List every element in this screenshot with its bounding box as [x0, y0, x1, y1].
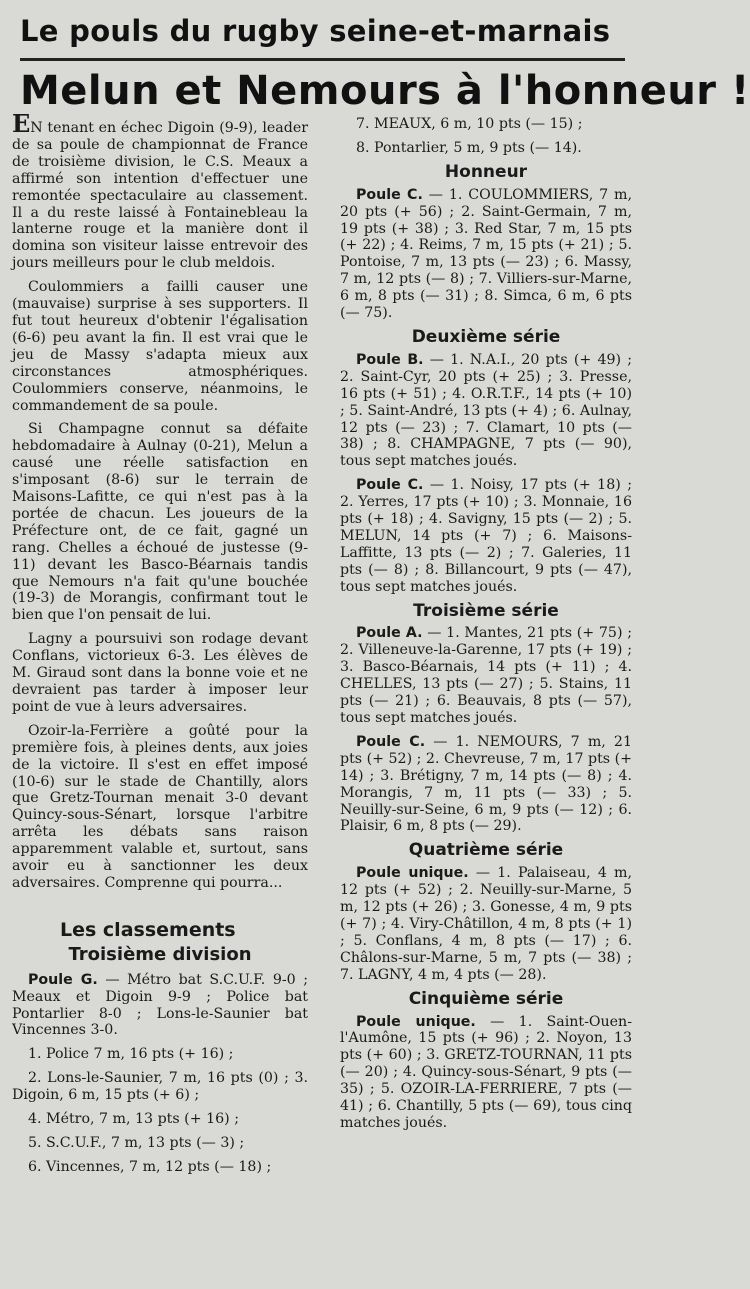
cinquieme-poule-unique: [340, 1014, 632, 1132]
poule-text: — 1. COULOMMIERS, 7 m, 20 pts (+ 56) ; 2. Saint-Germain, 7 m, 19 pts (+ 38) ; 3. Red Star, 7 m, 15 pts (+ 22) ; 4. Reims, 7 m, 15 pts (+ 21) ; 5. Pontoise, 7 m, 13 pts (— 23) ; 6. Massy, 7 m, 12 pts (— 8) ; 7. Villiers-sur-Marne, 6 m, 8 pts (— 31) ; 8. Simca, 6 m, 6 pts (— 75).: [340, 186, 632, 322]
standing-row: 7. MEAUX, 6 m, 10 pts (— 15) ;: [356, 116, 583, 132]
quatrieme-poule-unique: [340, 865, 632, 983]
poule-label: Poule C.: [356, 477, 424, 494]
article-paragraph: Si Champagne connut sa défaite hebdomadaire à Aulnay (0-21), Melun a causé une réelle satisfaction en s'imposant (8-6) sur le terrain de Maisons-Lafitte, ce qui n'est pas à la portée de chacun. Les joueurs de la Préfecture ont, de ce fait, gagné un rang. Chelles a échoué de justesse (9-11) devant les Basco-Béarnais tandis que Nemours n'a fait qu'une bouchée (19-3) de Morangis, confirmant tout le bien que l'on pensait de lui.: [12, 421, 308, 624]
poule-text: — Métro bat S.C.U.F. 9-0 ; Meaux et Digoin 9-9 ; Police bat Pontarlier 8-0 ; Lons-le-Saunier bat Vincennes 3-0.: [12, 971, 308, 1039]
section-title-cinquieme-serie: Cinquième série: [408, 988, 564, 1009]
poule-label: Poule A.: [356, 625, 423, 642]
article-paragraph: EN tenant en échec Digoin (9-9), leader de sa poule de championnat de France de troisième division, le C.S. Meaux a affirmé son intention d'effectuer une remontée spectaculaire au classement. Il a du reste laissé à Fontainebleau la lanterne rouge et la manière dont il domina son visiteur laisse entrevoir des jours meilleurs pour le club meldois.: [12, 109, 308, 272]
poule-label: Poule G.: [28, 971, 98, 988]
poule-text: — 1. Saint-Ouen-l'Aumône, 15 pts (+ 96) ; 2. Noyon, 13 pts (+ 60) ; 3. GRETZ-TOURNAN, 11 pts (— 20) ; 4. Quincy-sous-Sénart, 9 pts (— 35) ; 5. OZOIR-LA-FERRIERE, 7 pts (— 41) ; 6. Chantilly, 5 pts (— 69), tous cinq matches joués.: [340, 1013, 632, 1131]
section-title-deuxieme-serie: Deuxième série: [411, 326, 561, 347]
standing-row: 1. Police 7 m, 16 pts (+ 16) ;: [28, 1046, 234, 1063]
standing-row: 5. S.C.U.F., 7 m, 13 pts (— 3) ;: [28, 1134, 245, 1151]
section-title-troisieme-serie: Troisième série: [413, 600, 559, 621]
kicker-heading: Le pouls du rugby seine-et-marnais: [20, 14, 611, 48]
deuxieme-poule-b: [340, 352, 632, 470]
honneur-poule-c: [340, 187, 632, 322]
standing-row: 6. Vincennes, 7 m, 12 pts (— 18) ;: [28, 1158, 272, 1175]
poule-label: Poule unique.: [356, 1013, 476, 1030]
classements-title: Les classements: [60, 918, 236, 941]
standing-row: 2. Lons-le-Saunier, 7 m, 16 pts (0) ; 3. Digoin, 6 m, 15 pts (+ 6) ;: [12, 1070, 308, 1104]
deuxieme-poule-c: [340, 477, 632, 595]
poule-text: — 1. N.A.I., 20 pts (+ 49) ; 2. Saint-Cyr, 20 pts (+ 25) ; 3. Presse, 16 pts (+ 51) ; 4. O.R.T.F., 14 pts (+ 10) ; 5. Saint-André, 13 pts (+ 4) ; 6. Aulnay, 12 pts (— 23) ; 7. Clamart, 10 pts (— 38) ; 8. CHAMPAGNE, 7 pts (— 90), tous sept matches joués.: [340, 351, 632, 470]
standing-row: 8. Pontarlier, 5 m, 9 pts (— 14).: [356, 139, 582, 156]
poule-label: Poule B.: [356, 351, 424, 368]
section-title-quatrieme-serie: Quatrième série: [408, 840, 564, 861]
poule-text: — 1. NEMOURS, 7 m, 21 pts (+ 52) ; 2. Chevreuse, 7 m, 17 pts (+ 14) ; 3. Brétigny, 7 m, 14 pts (— 8) ; 4. Morangis, 7 m, 11 pts (— 33) ; 5. Neuilly-sur-Seine, 6 m, 9 pts (— 12) ; 6. Plaisir, 6 m, 8 pts (— 29).: [340, 733, 632, 835]
poule-g-results: [12, 972, 308, 1040]
section-title-honneur: Honneur: [444, 161, 528, 182]
heading-divider: [20, 58, 625, 61]
article-paragraph: Lagny a poursuivi son rodage devant Conflans, victorieux 6-3. Les élèves de M. Giraud sont dans la bonne voie et ne devraient pas tarder à imposer leur point de vue à leurs adversaires.: [12, 631, 308, 715]
troisieme-poule-c: [340, 734, 632, 835]
troisieme-poule-a: [340, 625, 632, 726]
poule-label: Poule C.: [356, 733, 426, 750]
headline: Melun et Nemours à l'honneur !: [20, 68, 750, 114]
standing-row: 4. Métro, 7 m, 13 pts (+ 16) ;: [28, 1111, 239, 1128]
poule-text: — 1. Mantes, 21 pts (+ 75) ; 2. Villeneuve-la-Garenne, 17 pts (+ 19) ; 3. Basco-Béarnais, 14 pts (+ 11) ; 4. CHELLES, 13 pts (— 27) ; 5. Stains, 11 pts (— 21) ; 6. Beauvais, 8 pts (— 57), tous sept matches joués.: [340, 625, 632, 726]
poule-text: — 1. Noisy, 17 pts (+ 18) ; 2. Yerres, 17 pts (+ 10) ; 3. Monnaie, 16 pts (+ 18) ; 4. Savigny, 15 pts (— 2) ; 5. MELUN, 14 pts (+ 7) ; 6. Maisons-Laffitte, 13 pts (— 2) ; 7. Galeries, 11 pts (— 8) ; 8. Billancourt, 9 pts (— 47), tous sept matches joués.: [340, 477, 632, 595]
article-paragraph: Coulommiers a failli causer une (mauvaise) surprise à ses supporters. Il fut tout heureux d'obtenir l'égalisation (6-6) peu avant la fin. Il est vrai que le jeu de Massy s'adapta mieux aux circonstances atmosphériques. Coulommiers conserve, néanmoins, le commandement de sa poule.: [12, 279, 308, 414]
section-title-troisieme-division: Troisième division: [68, 943, 252, 965]
poule-label: Poule C.: [356, 186, 423, 203]
poule-text: — 1. Palaiseau, 4 m, 12 pts (+ 52) ; 2. Neuilly-sur-Marne, 5 m, 12 pts (+ 26) ; 3. Gonesse, 4 m, 9 pts (+ 7) ; 4. Viry-Châtillon, 4 m, 8 pts (+ 1) ; 5. Conflans, 4 m, 8 pts (— 17) ; 6. Châlons-sur-Marne, 5 m, 7 pts (— 38) ; 7. LAGNY, 4 m, 4 pts (— 28).: [340, 865, 632, 983]
poule-label: Poule unique.: [356, 865, 469, 882]
article-paragraph: Ozoir-la-Ferrière a goûté pour la première fois, à pleines dents, aux joies de la victoire. Il s'est en effet imposé (10-6) sur le stade de Chantilly, alors que Gretz-Tournan menait 3-0 devant Quincy-sous-Sénart, lorsque l'arbitre arrêta les débats sans raison apparemment valable et, surtout, sans avoir eu à sanctionner les deux adversaires. Comprenne qui pourra...: [12, 722, 308, 891]
left-column: [12, 109, 308, 1183]
right-column: [340, 116, 632, 1139]
